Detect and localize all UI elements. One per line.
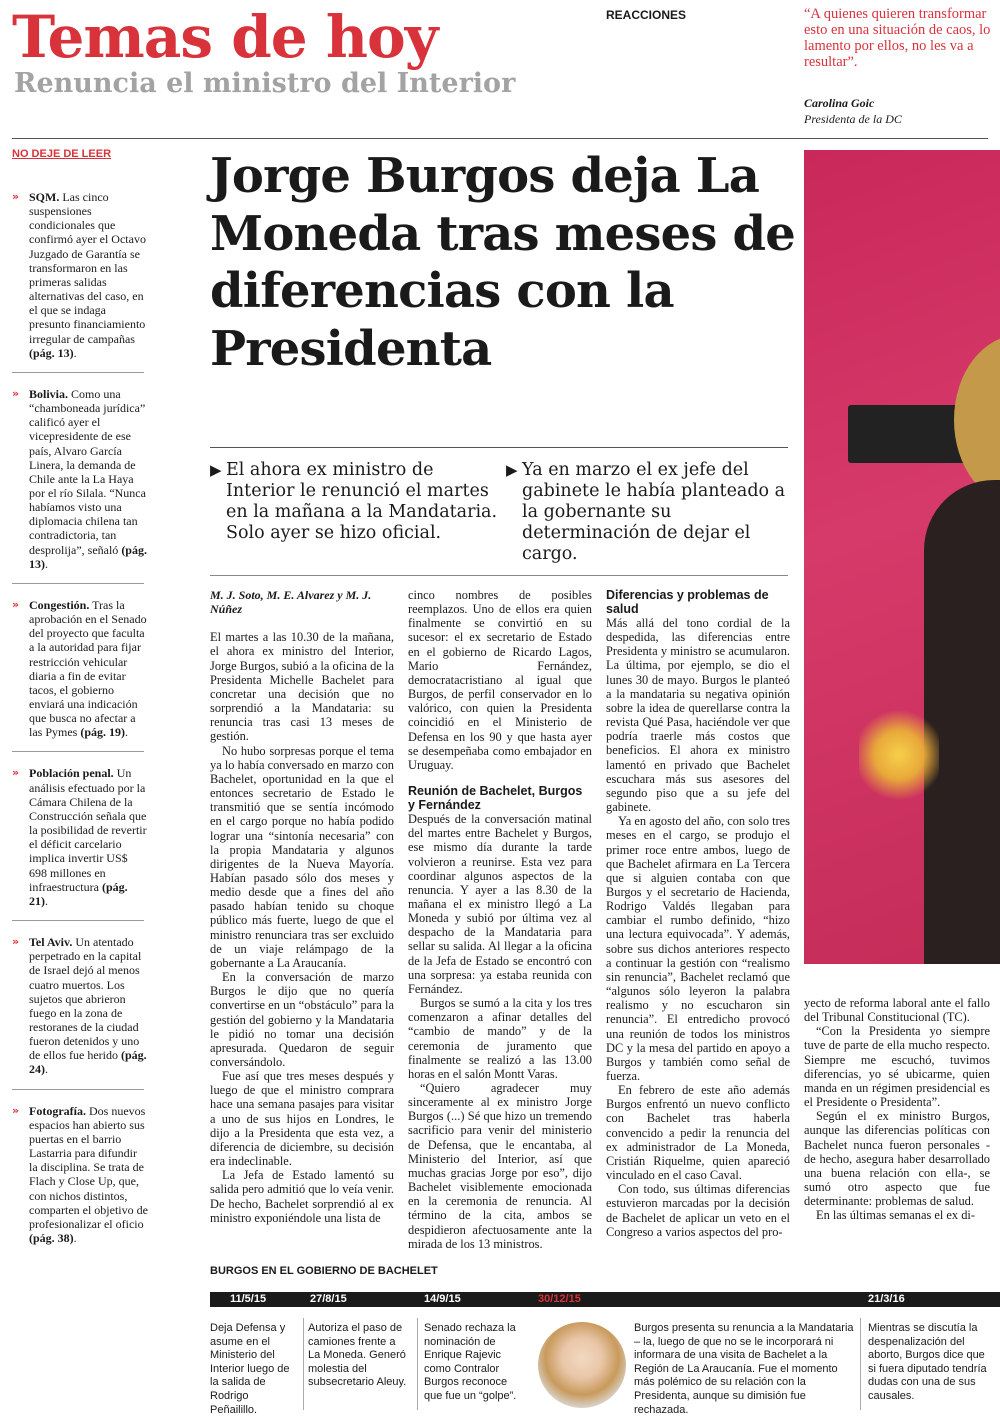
article-paragraph: En la conversación de marzo Burgos le dijo que no quería convertirse en un “obstáculo” para la gestión del gobierno y la Mandataria le pidió no tomar una decisión apresurada. Quedaron de seguir conversándolo. bbox=[210, 970, 394, 1069]
sidebar-item-text: Dos nuevos espacios han abierto sus puertas en el barrio Lastarria para difundir la disciplina. Se trata de Flach y Close Up, que, con nichos distintos, comparten el objetivo de profesionalizar el oficio bbox=[29, 1103, 148, 1231]
sidebar-item-text: Un atentado perpetrado en la capital de Israel dejó al menos cuatro muertos. Los sujetos que abrieron fuego en la zona de restoranes de la ciudad fueron detenidos y uno de ellos fue herido bbox=[29, 935, 142, 1063]
article-paragraph: “Con la Presidenta yo siempre tuve de parte de ella mucho respecto. Siempre me escuchó, tuvimos diferencias, yo sé ubicarme, quien manda en un régimen presidencial es el Presidente o Presidenta”. bbox=[804, 1024, 990, 1110]
sidebar-item-text: Como una “chamboneada jurídica” calificó ayer el vicepresidente de ese país, Alvaro García Linera, la demanda de Chile ante la La Haya por el río Silala. “Nunca habíamos visto una diplomacia chilena tan contradictoria, tan desprolija”, señaló bbox=[29, 386, 146, 557]
article-paragraph: Más allá del tono cordial de la despedida, las diferencias entre Presidenta y ministro se acumularon. La última, por ejemplo, se dio el lunes 30 de mayo. Burgos le planteó a la mandataria su negativa opinión sobre la idea de querellarse contra la revista Qué Pasa, haciéndole ver que podría traerle más costos que beneficios. El ahora ex ministro lamentó en privado que Bachelet escuchara más sus asesores del segundo piso que a su jefe del gabinete. bbox=[606, 616, 790, 815]
sidebar-item-end: . bbox=[73, 1231, 77, 1245]
sidebar-item-title: Población penal. bbox=[29, 766, 114, 781]
article-paragraph: Según el ex ministro Burgos, aunque las diferencias políticas con Bachelet nunca fueron personales - de hecho, asegura haber desarrollado una buena relación con ella-, se sumó otro aspecto que fue determinante: problemas de salud. bbox=[804, 1109, 990, 1209]
sidebar-item-page: (pág. 19) bbox=[80, 725, 126, 740]
timeline-date: 14/9/15 bbox=[424, 1293, 461, 1305]
sidebar-item-title: Congestión. bbox=[29, 597, 90, 612]
bachelet-portrait bbox=[538, 1322, 626, 1408]
sidebar-no-deje-de-leer bbox=[12, 148, 148, 1245]
article-paragraph: “Quiero agradecer muy sinceramente al ex ministro Jorge Burgos (...) Sé que hizo un tremendo sacrificio para venir del ministerio de Defensa, que le encantaba, al Ministerio del Interior, así que muchas gracias Jorge por eso”, dijo Bachelet visiblemente emocionada en la ceremonia de renuncia. Al término de la cita, ambos se despidieron afectuosamente ante la mirada de los 13 ministros. bbox=[408, 1081, 592, 1251]
sidebar-item bbox=[12, 598, 148, 740]
sidebar-item-text: Las cinco suspensiones condicionales que confirmó ayer el Octavo Juzgado de Garantía se transformaron en las primeras salidas alternativas del caso, en el que se indaga presunto financiamiento irregular de campañas bbox=[29, 190, 146, 346]
headline: Jorge Burgos deja La Moneda tras meses de diferencias con la Presidenta bbox=[210, 148, 795, 377]
article-column-1 bbox=[210, 588, 394, 1225]
article-paragraph: Ya en agosto del año, con solo tres meses en el cargo, se produjo el primer roce entre ambos, luego de que Bachelet afirmara en La Tercera que si alguien contaba con que Burgos y el secretario de Hacienda, Rodrigo Valdés llegaban para cambiar el rumbo definido, “hizo una lectura equivocada”. Y además, sobre sus dichos anteriores respecto a continuar la gestión con “realismo sin renuncia”, Bachelet reclamó que “algunos sólo leyeron la palabra realismo y no escucharon sin renuncia”. El entredicho provocó una reunión de todos los ministros DC y la mesa del partido en apoyo a Burgos y también como señal de fuerza. bbox=[606, 814, 790, 1083]
sidebar-item bbox=[12, 935, 148, 1077]
sidebar-item bbox=[12, 1104, 148, 1246]
article-paragraph: El martes a las 10.30 de la mañana, el ahora ex ministro del Interior, Jorge Burgos, subió a la oficina de la Presidenta Michelle Bachelet para concretar una decisión que no sorprendió a la Mandataria: su renuncia tras casi 13 meses de gestión. bbox=[210, 630, 394, 744]
timeline-date: 21/3/16 bbox=[868, 1293, 905, 1305]
column-2a-paragraphs bbox=[408, 588, 592, 772]
section-title: Temas de hoy bbox=[12, 3, 438, 71]
sidebar-item-page: (pág. 38) bbox=[29, 1231, 74, 1245]
subhead-reunion: Reunión de Bachelet, Burgos y Fernández bbox=[408, 784, 583, 813]
deck-point-2 bbox=[506, 460, 796, 565]
top-divider bbox=[12, 138, 988, 139]
double-chevron-icon: » bbox=[12, 766, 20, 780]
article-column-4 bbox=[804, 996, 990, 1223]
timeline-entry-text: Burgos presenta su renuncia a la Mandataria – la, luego de que no se le incorporará ni informara de una visita de Bachelet a la Región de La Araucanía. Fue el momento más polémico de su relación con la Presidenta, aunque su dimisión fue rechazada. bbox=[634, 1322, 854, 1416]
timeline-entry-text: Deja Defensa y asume en el Ministerio del Interior luego de la salida de Rodrigo Peñailillo. bbox=[210, 1322, 290, 1416]
sidebar-separator bbox=[12, 1089, 144, 1090]
deck-point-1-text: El ahora ex ministro de Interior le renunció el martes en la mañana a la Mandataria. Solo ayer se hizo oficial. bbox=[226, 460, 498, 543]
sidebar-item-title: Tel Aviv. bbox=[29, 935, 73, 950]
column-1-paragraphs bbox=[210, 630, 394, 1225]
deck-top-rule bbox=[210, 447, 788, 448]
sidebar-item-text: Un análisis efectuado por la Cámara Chilena de la Construcción señala que la posibilidad de revertir el déficit carcelario implica invertir US$ 698 millones en infraestructura bbox=[29, 766, 147, 894]
sidebar-items bbox=[12, 190, 148, 1245]
article-paragraph: En febrero de este año además Burgos enfrentó un nuevo conflicto con Bachelet tras haberla convencido a pedir la renuncia del ex administrador de La Moneda, Cristián Riquelme, quien apareció vinculado en el caso Caval. bbox=[606, 1083, 790, 1183]
sidebar-item-page: (pág. 13) bbox=[29, 542, 147, 571]
sidebar-item-page: (pág. 13) bbox=[29, 345, 74, 360]
column-3-paragraphs bbox=[606, 616, 790, 1239]
photo-flowers bbox=[859, 710, 939, 800]
sidebar-item-end: . bbox=[45, 893, 48, 908]
sidebar-item-page: (pág. 24) bbox=[29, 1048, 147, 1077]
double-chevron-icon: » bbox=[12, 1103, 20, 1117]
timeline-divider bbox=[303, 1318, 304, 1410]
column-2b-paragraphs bbox=[408, 812, 592, 1251]
sidebar-separator bbox=[12, 583, 144, 584]
timeline-entry-text: Mientras se discutía la despenalización del aborto, Burgos dice que si fuera diputado tendría dudas con una de sus causales. bbox=[868, 1322, 987, 1402]
double-chevron-icon: » bbox=[12, 386, 20, 400]
reaction-author: Carolina Goic bbox=[804, 96, 875, 110]
article-paragraph: Después de la conversación matinal del martes entre Bachelet y Burgos, ese mismo día durante la tarde volvieron a reunirse. Esta vez para coordinar algunos aspectos de la renuncia. Y ayer a las 8.30 de la mañana el ex ministro llegó a La Moneda y subió por última vez al despacho de la Mandataria para sellar su salida. Al llegar a la oficina de la Jefa de Estado se encontró con una sorpresa: ya estaba reunida con Fernández. bbox=[408, 812, 592, 996]
deck-point-2-text: Ya en marzo el ex jefe del gabinete le había planteado a la gobernante su determinación de dejar el cargo. bbox=[522, 460, 786, 564]
column-4-paragraphs bbox=[804, 996, 990, 1223]
timeline-date: 30/12/15 bbox=[538, 1293, 581, 1305]
article-paragraph: Burgos se sumó a la cita y los tres comenzaron a afinar detalles del “cambio de mando” y de la ceremonia de juramento que finalmente se realizó a las 13.00 horas en el salón Montt Varas. bbox=[408, 996, 592, 1081]
sidebar-heading: NO DEJE DE LEER bbox=[12, 148, 112, 160]
sidebar-item bbox=[12, 766, 148, 908]
sidebar-item-end: . bbox=[125, 725, 129, 740]
byline: M. J. Soto, M. E. Alvarez y M. J. Núñez bbox=[210, 588, 372, 617]
double-chevron-icon: » bbox=[12, 935, 20, 949]
article-paragraph: La Jefa de Estado lamentó su salida pero admitió que lo veía venir. De hecho, Bachelet sorprendió al ex ministro exponiéndole una lista de bbox=[210, 1168, 394, 1225]
timeline-date: 27/8/15 bbox=[310, 1293, 347, 1305]
sidebar-item-end: . bbox=[73, 345, 77, 360]
news-photo bbox=[804, 150, 1000, 964]
reaction-author-role: Presidenta de la DC bbox=[804, 112, 902, 126]
article-paragraph: Fue así que tres meses después y luego de que el ministro comprara hace una semana pasajes para visitar a uno de sus hijos en Londres, le dijo a la Presidenta que esta vez, a diferencia de diciembre, su decisión era indeclinable. bbox=[210, 1069, 394, 1169]
article-paragraph: yecto de reforma laboral ante el fallo del Tribunal Constitucional (TC). bbox=[804, 996, 990, 1025]
article-paragraph: Con todo, sus últimas diferencias estuvieron marcadas por la decisión de Bachelet de aplicar un veto en el Congreso a varios aspectos del pro- bbox=[606, 1182, 790, 1239]
sidebar-separator bbox=[12, 920, 144, 921]
timeline-date: 11/5/15 bbox=[230, 1293, 267, 1305]
sidebar-item-end: . bbox=[45, 1062, 48, 1077]
article-paragraph: cinco nombres de posibles reemplazos. Uno de ellos era quien finalmente se convirtió en su sucesor: el ex secretario de Estado en el gobierno de Ricardo Lagos, Mario Fernández, democratacristiano al igual que Burgos, de perfil conservador en lo valórico, con quien la Presidenta coincidió en el Ministerio de Defensa en los 90 y que hasta ayer se desempeñaba como embajador en Uruguay. bbox=[408, 588, 592, 772]
section-subtitle: Renuncia el ministro del Interior bbox=[14, 68, 516, 99]
play-arrow-icon: ▶ bbox=[506, 461, 518, 479]
timeline-divider bbox=[860, 1318, 861, 1410]
double-chevron-icon: » bbox=[12, 597, 20, 611]
article-paragraph: En las últimas semanas el ex di- bbox=[816, 1208, 975, 1223]
sidebar-item-text: Tras la aprobación en el Senado del proyecto que faculta a la autoridad para fijar restricción vehicular diaria a fin de evitar tacos, el gobierno enviará una indicación que busca no afectar a las Pymes bbox=[29, 597, 147, 740]
sidebar-separator bbox=[12, 372, 144, 373]
sidebar-item-end: . bbox=[45, 556, 48, 571]
reactions-label: REACCIONES bbox=[606, 8, 687, 22]
double-chevron-icon: » bbox=[12, 190, 20, 203]
timeline-entry-text: Autoriza el paso de camiones frente a La Moneda. Generó molestia del subsecretario Aleuy. bbox=[308, 1322, 407, 1389]
deck-point-1 bbox=[210, 460, 500, 544]
sidebar-item-page: (pág. 21) bbox=[29, 879, 128, 908]
sidebar-item bbox=[12, 387, 148, 571]
timeline-title: BURGOS EN EL GOBIERNO DE BACHELET bbox=[210, 1265, 438, 1277]
play-arrow-icon: ▶ bbox=[210, 461, 222, 479]
sidebar-item-title: SQM. bbox=[29, 190, 60, 204]
sidebar-item bbox=[12, 190, 148, 360]
article-paragraph: No hubo sorpresas porque el tema ya lo había conversado en marzo con Bachelet, oportunidad en la que el entonces secretario de Estado le transmitió que se sentía incómodo en el cargo porque no había podido lograr una “sintonía necesaria” con la propia Mandataria y algunos dirigentes de la Nueva Mayoría. Habían pasado sólo dos meses y medio desde que a fines del año pasado habían tenido su choque público más fuerte, luego de que el ministro renunciara tras ser excluido de un viaje relámpago de la gobernante a La Araucanía. bbox=[210, 743, 394, 970]
reaction-quote: “A quienes quieren transformar esto en una situación de caos, lo lamento por ellos, no les va a resultar”. bbox=[804, 6, 991, 70]
sidebar-item-title: Bolivia. bbox=[29, 386, 69, 401]
timeline-divider bbox=[417, 1318, 418, 1410]
article-column-3 bbox=[606, 588, 790, 1239]
sidebar-item-title: Fotografía. bbox=[29, 1103, 86, 1118]
timeline-entry-text: Senado rechaza la nominación de Enrique Rajevic como Contralor Burgos reconoce que fue un “golpe”. bbox=[424, 1322, 517, 1402]
sidebar-separator bbox=[12, 751, 144, 752]
deck-bottom-rule bbox=[210, 575, 788, 576]
article-column-2 bbox=[408, 588, 592, 1251]
subhead-diferencias: Diferencias y problemas de salud bbox=[606, 588, 769, 616]
